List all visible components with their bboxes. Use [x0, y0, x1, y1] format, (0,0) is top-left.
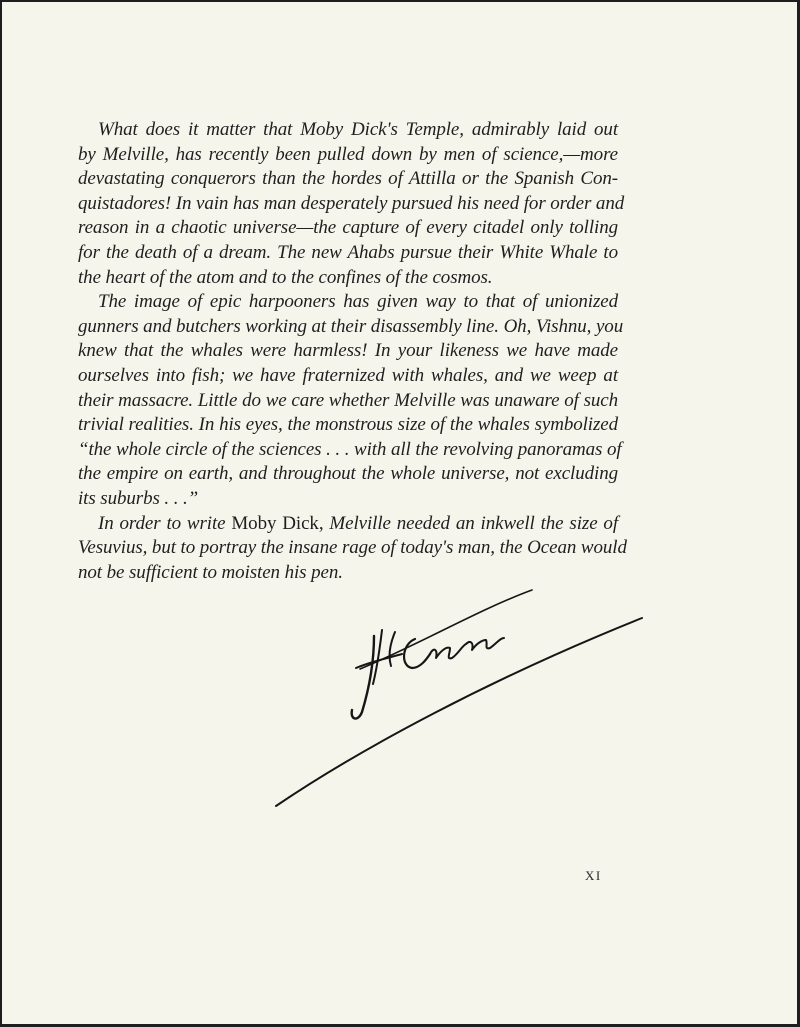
text-line: devastating conquerors than the hordes of Attilla or the Spanish Con-: [78, 168, 618, 190]
text-line: reason in a chaotic universe—the capture of every citadel only tolling: [78, 217, 618, 239]
text-line: [78, 512, 618, 537]
text-line: What does it matter that Moby Dick's Temple, admirably laid out: [98, 119, 618, 140]
text-line: quistadores! In vain has man desperately pursued his need for order and: [78, 192, 625, 214]
book-page: [2, 2, 797, 1024]
body-text: [78, 118, 627, 585]
text-line: the empire on earth, and throughout the whole universe, not excluding: [78, 463, 618, 485]
text-line: The image of epic harpooners has given way to that of unionized: [98, 291, 618, 313]
text-line: by Melville, has recently been pulled down by men of science,—more: [78, 143, 618, 165]
book-title: Moby Dick,: [231, 512, 324, 534]
text-line: their massacre. Little do we care whether Melville was unaware of such: [78, 389, 618, 411]
page-number: XI: [585, 868, 602, 883]
text-line: trivial realities. In his eyes, the monstrous size of the whales symbolized: [78, 414, 618, 436]
text-line: the heart of the atom and to the confines of the cosmos.: [78, 266, 493, 288]
text-line: knew that the whales were harmless! In your likeness we have made: [78, 340, 618, 362]
handwritten-signature: [270, 584, 650, 814]
text-line: gunners and butchers working at their disassembly line. Oh, Vishnu, you: [78, 315, 624, 337]
text-line: ourselves into fish; we have fraternized with whales, and we weep at: [78, 364, 618, 386]
text-line: “the whole circle of the sciences . . . with all the revolving panoramas of: [78, 438, 622, 460]
text-line: not be sufficient to moisten his pen.: [78, 561, 343, 583]
paragraph-1: [78, 118, 625, 290]
text-line: its suburbs . . .”: [78, 487, 199, 509]
paragraph-3: [78, 512, 627, 586]
text-line: for the death of a dream. The new Ahabs pursue their White Whale to: [78, 241, 618, 263]
paragraph-2: [78, 290, 624, 511]
text-fragment: Melville needed an inkwell the size of: [323, 512, 619, 534]
text-fragment: In order to write: [98, 512, 232, 534]
text-line: Vesuvius, but to portray the insane rage of today's man, the Ocean would: [78, 537, 627, 559]
